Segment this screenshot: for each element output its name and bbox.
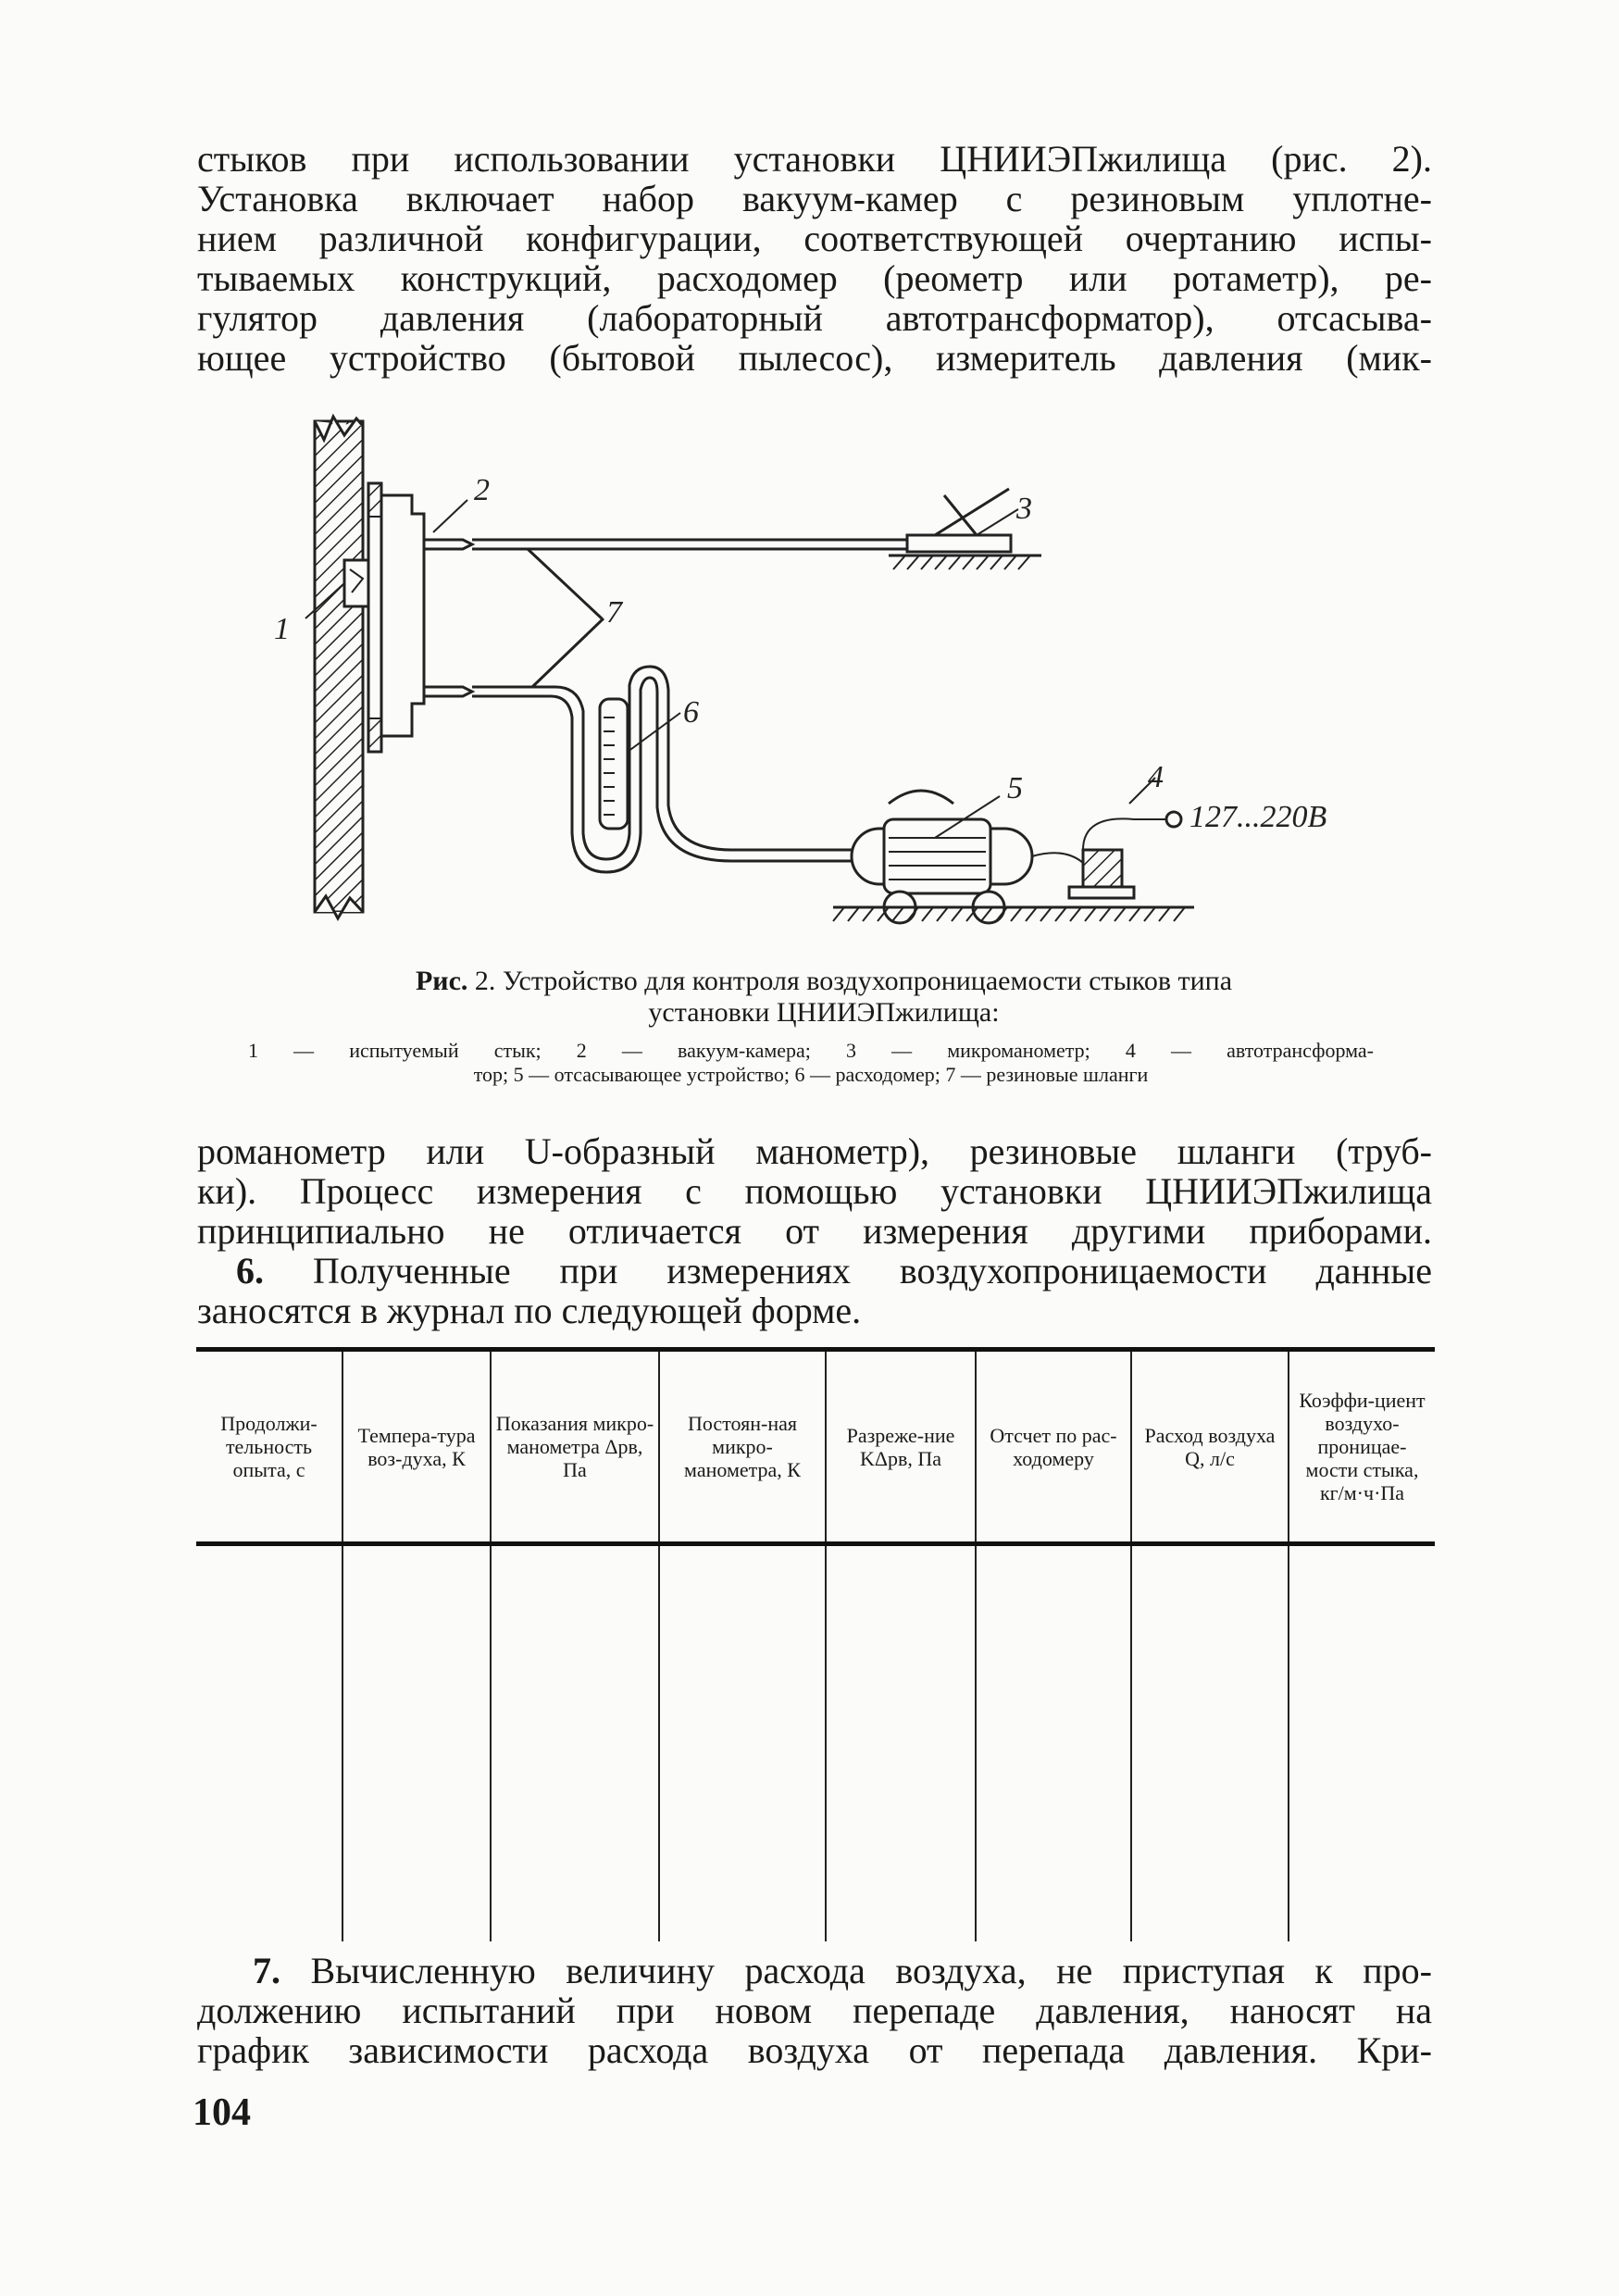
caption-text: Устройство для контроля воздухопроницаемости стыков типа xyxy=(502,966,1233,996)
text-line: ющее устройство (бытовой пылесос), измеритель давления (мик- xyxy=(197,337,1432,379)
figure-caption xyxy=(250,966,1398,1029)
legend-line: тор; 5 — отсасывающее устройство; 6 — расходомер; 7 — резиновые шланги xyxy=(473,1063,1149,1086)
vacuum-chamber xyxy=(368,483,424,752)
text-line: должению испытаний при новом перепаде давления, наносят на xyxy=(197,1990,1432,2031)
table-cell xyxy=(196,1544,342,1942)
column-header: Постоян-ная микро-манометра, К xyxy=(659,1350,826,1544)
legend-line: 1 — испытуемый стык; 2 — вакуум-камера; 3 — микроманометр; 4 — автотрансформа- xyxy=(248,1039,1374,1062)
joint-marker xyxy=(344,560,368,606)
item-number: 7. xyxy=(253,1950,280,1991)
table-header-row xyxy=(196,1350,1435,1544)
caption-line-1 xyxy=(250,966,1398,997)
column-header: Расход воздуха Q, л/с xyxy=(1131,1350,1289,1544)
text-line xyxy=(197,1951,1432,1990)
hoses xyxy=(424,540,907,872)
wall xyxy=(315,417,363,918)
text-line: ки). Процесс измерения с помощью установки ЦНИИЭПжилища xyxy=(197,1170,1432,1212)
table-cell xyxy=(826,1544,976,1942)
figure-2-diagram xyxy=(0,0,1619,981)
paragraph-7 xyxy=(197,1951,1432,2070)
text-line: Установка включает набор вакуум-камер с резиновым уплотне- xyxy=(197,178,1432,219)
paragraph-6 xyxy=(197,1251,1432,1330)
label-7: 7 xyxy=(606,595,622,630)
table-row xyxy=(196,1544,1435,1942)
label-6: 6 xyxy=(683,695,699,730)
column-header: Показания микро-манометра Δpв, Па xyxy=(491,1350,659,1544)
journal-table xyxy=(196,1347,1435,1941)
column-header: Отсчет по рас-ходомеру xyxy=(976,1350,1131,1544)
text-line xyxy=(197,1251,1432,1291)
text-line: принципиально не отличается от измерения другими приборами. xyxy=(197,1210,1432,1252)
autotransformer xyxy=(1032,778,1181,898)
text-line: заносятся в журнал по следующей форме. xyxy=(197,1290,862,1331)
text-line: график зависимости расхода воздуха от перепада давления. Кри- xyxy=(197,2029,1432,2071)
caption-prefix: Рис. xyxy=(415,966,468,996)
caption-number: 2. xyxy=(474,966,496,996)
voltage-label: 127...220В xyxy=(1189,800,1327,834)
text-fragment: Вычисленную величину расхода воздуха, не приступая к про- xyxy=(310,1950,1432,1991)
text-line: романометр или U-образный манометр), резиновые шланги (труб- xyxy=(197,1130,1432,1172)
text-line: тываемых конструкций, расходомер (реометр или ротаметр), ре- xyxy=(197,257,1432,299)
table-cell xyxy=(342,1544,491,1942)
table-cell xyxy=(1131,1544,1289,1942)
text-line: гулятор давления (лабораторный автотрансформатор), отсасыва- xyxy=(197,297,1432,339)
table-cell xyxy=(659,1544,826,1942)
vacuum-cleaner xyxy=(852,791,1032,923)
column-header: Разреже-ние KΔpв, Па xyxy=(826,1350,976,1544)
label-2: 2 xyxy=(474,473,490,507)
caption-line-2: установки ЦНИИЭПжилища: xyxy=(648,997,1000,1028)
figure-legend xyxy=(248,1039,1374,1087)
label-1: 1 xyxy=(274,612,290,646)
text-line: стыков при использовании установки ЦНИИЭПжилища (рис. 2). xyxy=(197,138,1432,180)
page-number: 104 xyxy=(193,2091,251,2134)
label-5: 5 xyxy=(1007,771,1023,805)
table-cell xyxy=(491,1544,659,1942)
column-header: Коэффи-циент воздухо-проницае-мости стыка, кг/м·ч·Па xyxy=(1289,1350,1435,1544)
text-fragment: Полученные при измерениях воздухопроницаемости данные xyxy=(312,1250,1433,1292)
text-line: нием различной конфигурации, соответствующей очертанию испы- xyxy=(197,218,1432,259)
item-number: 6. xyxy=(236,1250,264,1292)
table-cell xyxy=(976,1544,1131,1942)
table-cell xyxy=(1289,1544,1435,1942)
label-3: 3 xyxy=(1016,492,1032,526)
column-header: Продолжи-тельность опыта, с xyxy=(220,1412,318,1481)
column-header: Темпера-тура воз-духа, К xyxy=(342,1350,491,1544)
label-4: 4 xyxy=(1148,760,1164,794)
paragraph-middle xyxy=(197,1131,1432,1251)
figure-labels xyxy=(274,473,1327,834)
